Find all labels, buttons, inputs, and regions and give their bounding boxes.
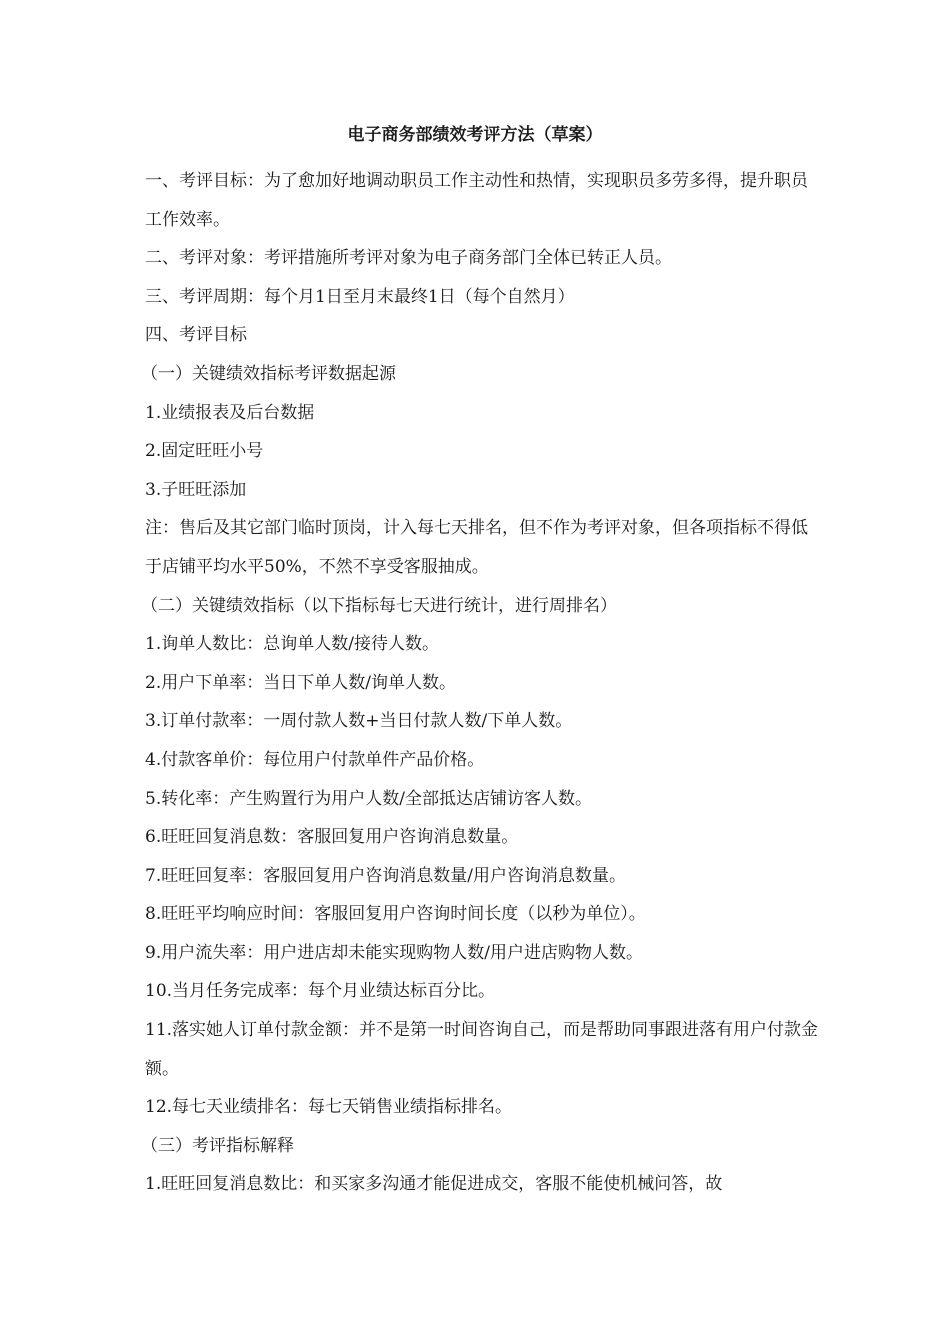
paragraph: 9.用户流失率：用户进店却未能实现购物人数/用户进店购物人数。	[145, 942, 643, 963]
paragraph: 11.落实她人订单付款金额：并不是第一时间咨询自己，而是帮助同事跟进落有用户付款金额。	[145, 1020, 819, 1079]
paragraph: 2.固定旺旺小号	[145, 441, 264, 462]
paragraph: 1.询单人数比：总询单人数/接待人数。	[145, 634, 439, 655]
paragraph: 8.旺旺平均响应时间：客服回复用户咨询时间长度（以秒为单位）。	[145, 904, 646, 925]
paragraph: 注：售后及其它部门临时顶岗，计入每七天排名，但不作为考评对象，但各项指标不得低于店铺平均水平50%，不然不享受客服抽成。	[145, 518, 808, 577]
paragraph: 10.当月任务完成率：每个月业绩达标百分比。	[145, 981, 496, 1002]
paragraph: 12.每七天业绩排名：每七天销售业绩指标排名。	[145, 1097, 513, 1118]
paragraph: 1.业绩报表及后台数据	[145, 402, 315, 423]
paragraph: 三、考评周期：每个月1日至月末最终1日（每个自然月）	[145, 286, 575, 307]
paragraph: 2.用户下单率：当日下单人数/询单人数。	[145, 672, 456, 693]
paragraph: 5.转化率：产生购置行为用户人数/全部抵达店铺访客人数。	[145, 788, 592, 809]
paragraph: 4.付款客单价：每位用户付款单件产品价格。	[145, 749, 485, 770]
paragraph: 四、考评目标	[145, 325, 247, 346]
document-title: 电子商务部绩效考评方法（草案）	[347, 125, 603, 145]
paragraph: （二）关键绩效指标（以下指标每七天进行统计，进行周排名）	[141, 595, 617, 616]
paragraph: 6.旺旺回复消息数：客服回复用户咨询消息数量。	[145, 827, 519, 848]
paragraph: 二、考评对象：考评措施所考评对象为电子商务部门全体已转正人员。	[145, 248, 672, 269]
paragraph: 3.子旺旺添加	[145, 479, 247, 500]
paragraph: （三）考评指标解释	[141, 1135, 294, 1156]
document-body	[141, 162, 820, 1204]
paragraph: 3.订单付款率：一周付款人数+当日付款人数/下单人数。	[145, 711, 573, 732]
paragraph: 一、考评目标：为了愈加好地调动职员工作主动性和热情，实现职员多劳多得，提升职员工作效率。	[145, 171, 808, 230]
paragraph: 1.旺旺回复消息数比：和买家多沟通才能促进成交，客服不能使机械问答，故	[145, 1174, 723, 1195]
paragraph: （一）关键绩效指标考评数据起源	[141, 363, 396, 384]
paragraph: 7.旺旺回复率：客服回复用户咨询消息数量/用户咨询消息数量。	[145, 865, 626, 886]
